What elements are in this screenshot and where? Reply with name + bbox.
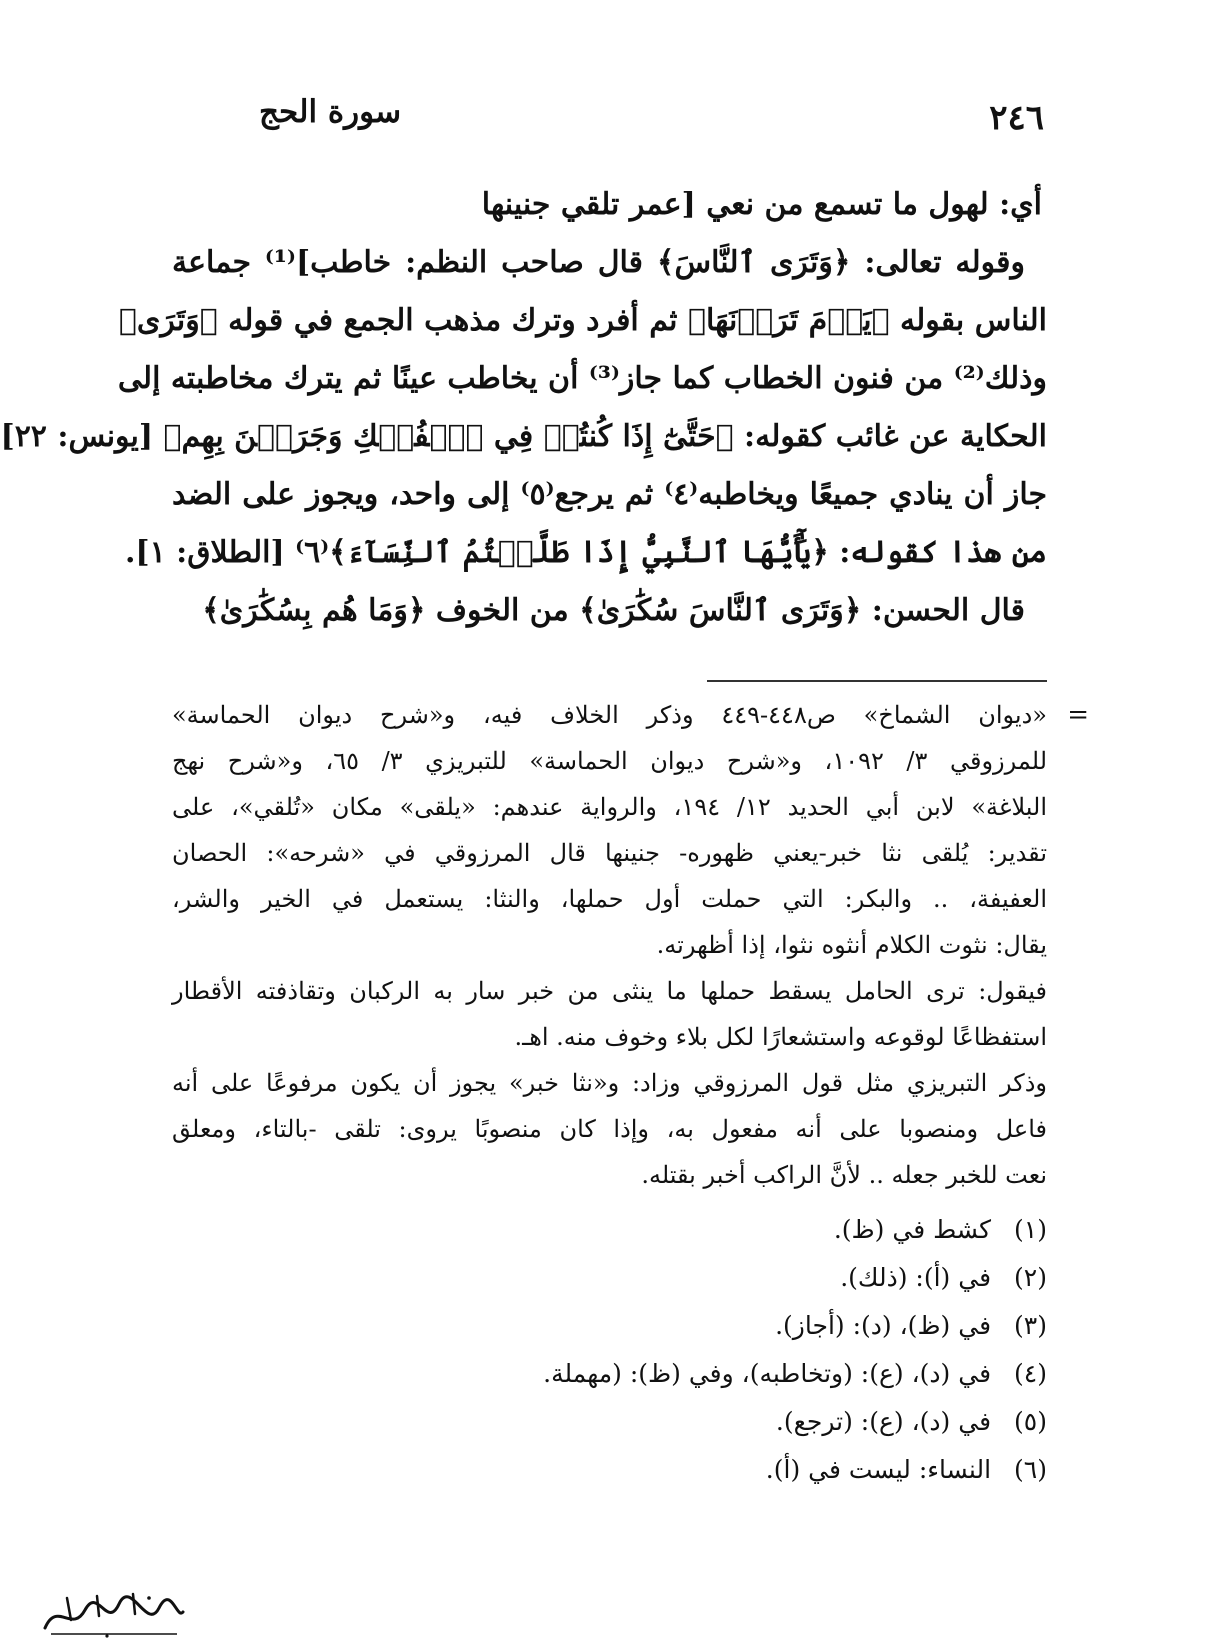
footnote-text: النساء: ليست في (أ). (765, 1455, 992, 1484)
footnote-continuation-marker: = (1067, 700, 1089, 730)
body-line: من هذا كقوله: ﴿يَٰٓأَيُّهَا ٱلنَّبِيُّ إِذَا طَلَّقۡتُمُ ٱلنِّسَآءَ﴾⁽٦⁾ [الطلاق: ١]. (124, 535, 1047, 570)
footnote-line: نعت للخبر جعله .. لأنَّ الراكب أخبر بقتله. (641, 1161, 1047, 1189)
footnote-line: البلاغة» لابن أبي الحديد ١٢/ ١٩٤، والرواية عندهم: «يلقى» مكان «تُلقي»، على (172, 793, 1047, 821)
footnote-line: العفيفة، .. والبكر: التي حملت أول حملها، والنثا: يستعمل في الخير والشر، (172, 885, 1047, 913)
footnote-text: في (د)، (ع): (ترجع). (775, 1407, 992, 1436)
main-text (0, 176, 1048, 640)
footnote-text: في (د)، (ع): (وتخاطبه)، وفي (ظ): (مهملة. (543, 1359, 992, 1388)
body-line: أي: لهول ما تسمع من نعي [عمر تلقي جنينها (481, 187, 1042, 222)
footnote-number: (٥) (1014, 1407, 1047, 1436)
body-line: الناس بقوله ﴿يَوۡمَ تَرَوۡنَهَا﴾ ثم أفرد وترك مذهب الجمع في قوله ﴿وَتَرَى﴾ (118, 303, 1047, 338)
footnote-line: فاعل ومنصوبا على أنه مفعول به، وإذا كان منصوبًا يروى: تلقى -بالتاء، ومعلق (172, 1115, 1047, 1143)
footnote-number: (٢) (1014, 1263, 1047, 1292)
footnote-number: (١) (1014, 1215, 1047, 1244)
publisher-stamp-logo (37, 1590, 187, 1640)
body-line: وذلك⁽²⁾ من فنون الخطاب كما جاز⁽³⁾ أن يخاطب عينًا ثم يترك مخاطبته إلى (117, 361, 1047, 396)
footnote-number: (٣) (1014, 1311, 1047, 1340)
footnote-line: فيقول: ترى الحامل يسقط حملها ما ينثى من خبر سار به الركبان وتقاذفته الأقطار (172, 977, 1047, 1005)
body-line: قال الحسن: ﴿وَتَرَى ٱلنَّاسَ سُكَٰرَىٰ﴾ من الخوف ﴿وَمَا هُم بِسُكَٰرَىٰ﴾ (202, 593, 1025, 628)
footnote-line: استفظاعًا لوقوعه واستشعارًا لكل بلاء وخوف منه. اهـ. (514, 1023, 1047, 1051)
footnote-separator (707, 680, 1047, 682)
footnote-item (172, 1302, 1047, 1350)
footnote-text: في (ظ)، (د): (أجاز). (775, 1311, 992, 1340)
footnote-number: (٤) (1014, 1359, 1047, 1388)
footnote-item (172, 1350, 1047, 1398)
footnote-item (172, 1446, 1047, 1494)
footnote-text: كشط في (ظ). (833, 1215, 992, 1244)
footnote-line: «ديوان الشماخ» ص٤٤٨-٤٤٩ وذكر الخلاف فيه، و«شرح ديوان الحماسة» (172, 701, 1047, 729)
footnote-item (172, 1206, 1047, 1254)
page-number: ٢٤٦ (989, 98, 1044, 138)
page-header (259, 92, 1044, 140)
footnote-line: يقال: نثوت الكلام أنثوه نثوا، إذا أظهرته. (656, 931, 1047, 959)
footnote-item (172, 1254, 1047, 1302)
footnote-continuation (172, 692, 1089, 1198)
footnote-text: في (أ): (ذلك). (840, 1263, 992, 1292)
body-line: الحكاية عن غائب كقوله: ﴿حَتَّىٰٓ إِذَا كُنتُمۡ فِي ٱلۡفُلۡكِ وَجَرَيۡنَ بِهِم﴾ [يونس: ٢٢] (0, 419, 1047, 454)
numbered-footnotes (172, 1206, 1047, 1494)
footnote-number: (٦) (1014, 1455, 1047, 1484)
footnote-item (172, 1398, 1047, 1446)
footnote-line: للمرزوقي ٣/ ١٠٩٢، و«شرح ديوان الحماسة» للتبريزي ٣/ ٦٥، و«شرح نهج (172, 747, 1048, 775)
footnote-line: وذكر التبريزي مثل قول المرزوقي وزاد: و«نثا خبر» يجوز أن يكون مرفوعًا على أنه (172, 1069, 1047, 1097)
surah-title: سورة الحج (259, 94, 402, 130)
body-line: جاز أن ينادي جميعًا ويخاطبه⁽٤⁾ ثم يرجع⁽٥⁾ إلى واحد، ويجوز على الضد (172, 477, 1048, 512)
footnote-line: تقدير: يُلقى نثا خبر-يعني ظهوره- جنينها قال المرزوقي في «شرحه»: الحصان (172, 839, 1047, 867)
body-line: وقوله تعالى: ﴿وَتَرَى ٱلنَّاسَ﴾ قال صاحب النظم: خاطب]⁽¹⁾ جماعة (172, 245, 1025, 280)
